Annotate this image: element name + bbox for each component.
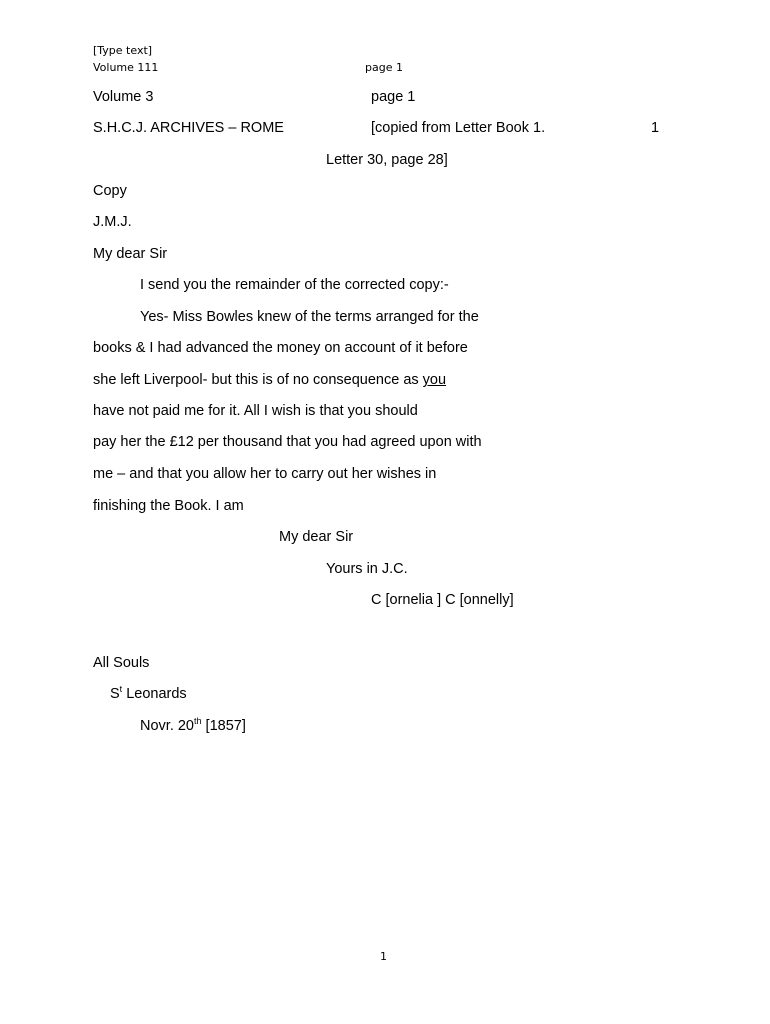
item-number: 1 [651, 120, 660, 136]
address-line-2 [110, 685, 187, 703]
address-superscript: t [119, 684, 123, 695]
jmj-invocation: J.M.J. [93, 214, 132, 230]
letter-date [140, 717, 246, 735]
volume-label: Volume 3 [93, 89, 154, 105]
page-label: page 1 [371, 89, 416, 105]
underlined-word: you [422, 372, 447, 388]
body-line-4 [93, 371, 446, 389]
body-line-3: books & I had advanced the money on account of it before [93, 340, 468, 356]
date-superscript: th [194, 716, 202, 727]
header-placeholder: [Type text] [93, 44, 153, 57]
address-prefix: S [110, 686, 120, 702]
body-line-2: Yes- Miss Bowles knew of the terms arranged for the [140, 309, 479, 325]
body-line-1: I send you the remainder of the corrected copy:- [140, 277, 449, 293]
signature: C [ornelia ] C [onnelly] [371, 592, 514, 608]
address-rest: Leonards [122, 686, 187, 702]
source-reference: [copied from Letter Book 1. [371, 120, 546, 136]
body-line-8: finishing the Book. I am [93, 498, 244, 514]
closing-salutation: My dear Sir [279, 529, 354, 545]
footer-page-number: 1 [380, 950, 387, 963]
archive-label: S.H.C.J. ARCHIVES – ROME [93, 120, 284, 136]
body-line-7: me – and that you allow her to carry out her wishes in [93, 466, 437, 482]
date-year: [1857] [201, 718, 246, 734]
header-page: page 1 [365, 61, 403, 74]
date-prefix: Novr. 20 [140, 718, 194, 734]
body-line-5: have not paid me for it. All I wish is that you should [93, 403, 418, 419]
address-line-1: All Souls [93, 655, 150, 671]
header-volume: Volume 111 [93, 61, 159, 74]
copy-label: Copy [93, 183, 127, 199]
source-reference-continued: Letter 30, page 28] [326, 152, 448, 168]
body-line-4-text: she left Liverpool- but this is of no consequence as [93, 372, 423, 388]
salutation: My dear Sir [93, 246, 168, 262]
closing-valediction: Yours in J.C. [326, 561, 408, 577]
body-line-6: pay her the £12 per thousand that you had agreed upon with [93, 434, 482, 450]
